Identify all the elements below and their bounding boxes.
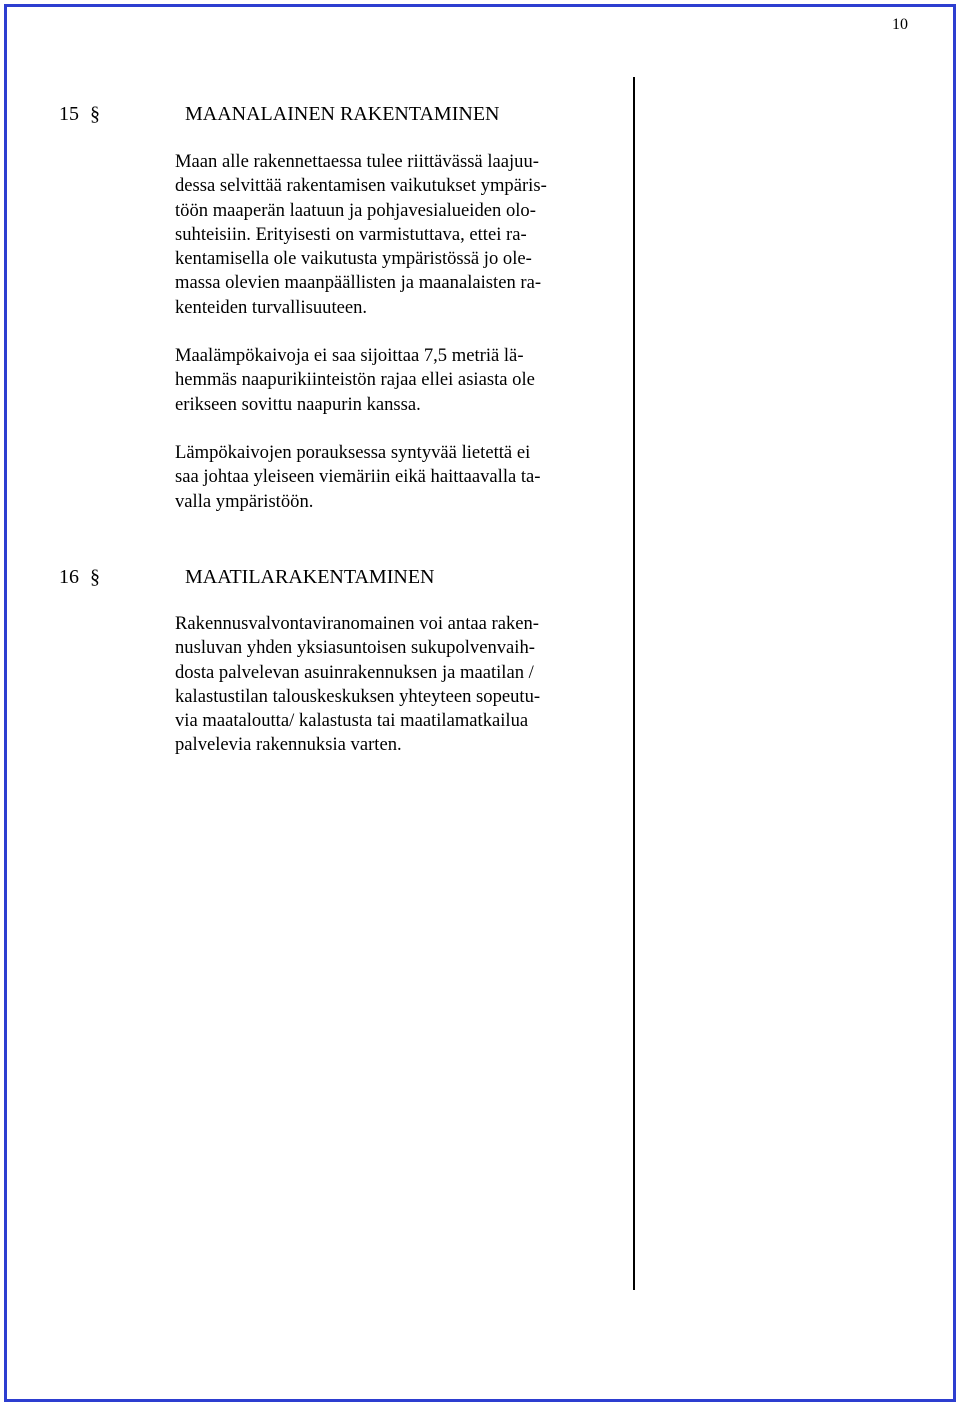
section-16-body: [175, 612, 604, 758]
section-16-heading: [59, 565, 434, 589]
page-number: 10: [892, 16, 908, 33]
section-number: 16: [59, 566, 79, 588]
section-title: MAANALAINEN RAKENTAMINEN: [185, 103, 500, 125]
paragraph: Maalämpökaivoja ei saa sijoittaa 7,5 metriä lä- hemmäs naapurikiinteistön rajaa ellei asiasta ole erikseen sovittu naapurin kanssa.: [175, 345, 535, 415]
section-15-heading: [59, 102, 499, 126]
section-symbol: §: [90, 103, 100, 125]
paragraph: Maan alle rakennettaessa tulee riittävässä laajuu- dessa selvittää rakentamisen vaikutukset ympäris- töön maaperän laatuun ja pohjavesialueiden olo- suhteisiin. Erityisesti on varmistuttava, ettei ra- kentamisella ole vaikutusta ympäristössä jo ole- massa olevien maanpäällisten ja maanalaisten ra- kenteiden turvallisuuteen.: [175, 151, 547, 318]
section-title: MAATILARAKENTAMINEN: [185, 566, 435, 588]
section-15-body: [175, 150, 604, 514]
section-symbol: §: [90, 566, 100, 588]
section-number: 15: [59, 103, 79, 125]
paragraph: Lämpökaivojen porauksessa syntyvää lietettä ei saa johtaa yleiseen viemäriin eikä haittaavalla ta- valla ympäristöön.: [175, 441, 541, 512]
paragraph: Rakennusvalvontaviranomainen voi antaa raken- nusluvan yhden yksiasuntoisen sukupolvenvaih- dosta palvelevan asuinrakennuksen ja maatilan / kalastustilan talouskeskuksen yhteyteen sopeutu- via maataloutta/ kalastusta tai maatilamatkailua palvelevia rakennuksia varten.: [175, 613, 541, 756]
column-divider: [633, 77, 635, 1290]
